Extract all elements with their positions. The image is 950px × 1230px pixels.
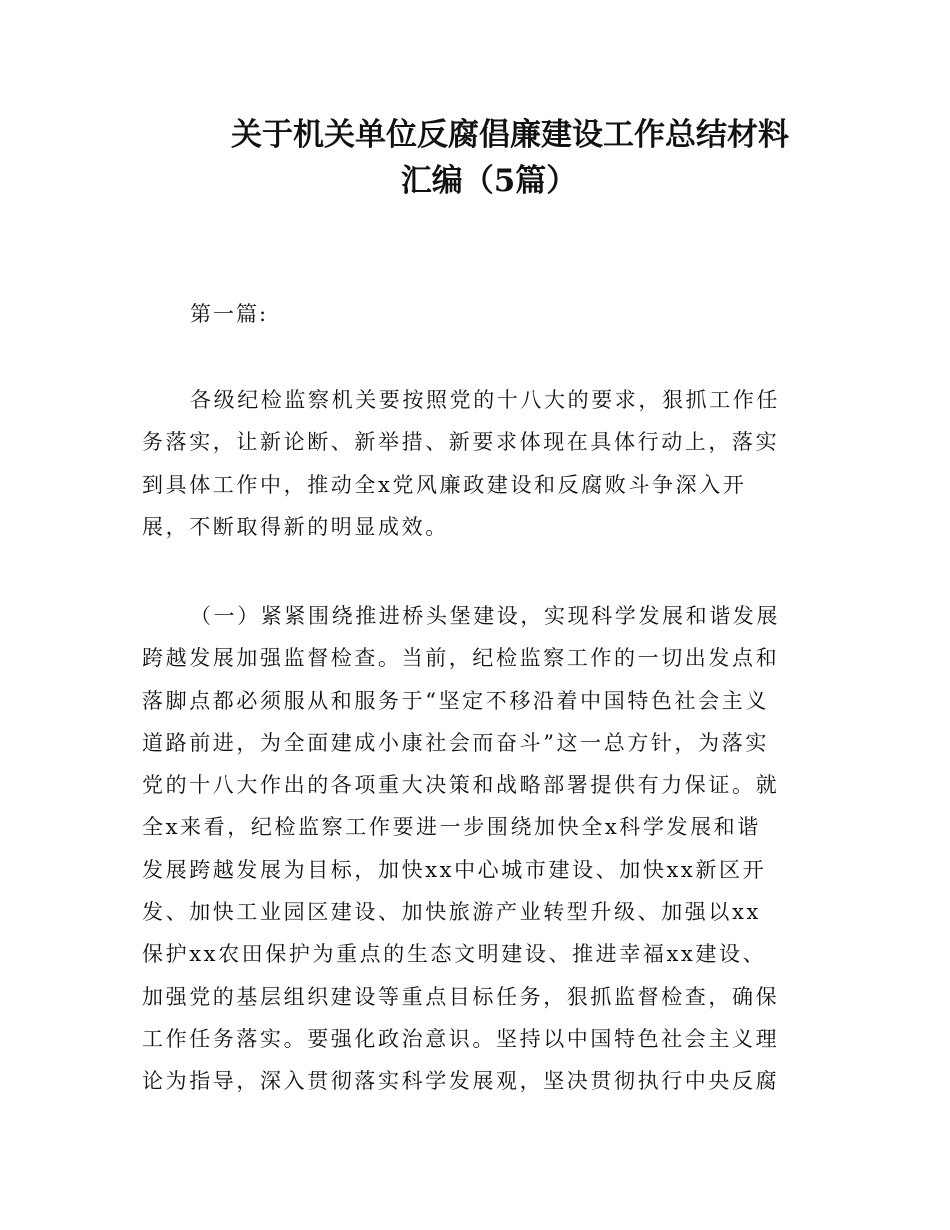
paragraph-line: （一）紧紧围绕推进桥头堡建设，实现科学发展和谐发展 bbox=[190, 604, 780, 628]
document-title bbox=[140, 112, 860, 204]
paragraph-line: 加强党的基层组织建设等重点目标任务，狠抓监督检查，确保 bbox=[142, 984, 780, 1009]
paragraph-line: 落脚点都必须服从和服务于“坚定不移沿着中国特色社会主义 bbox=[142, 688, 769, 713]
paragraph-line: 跨越发展加强监督检查。当前，纪检监察工作的一切出发点和 bbox=[142, 646, 780, 671]
paragraph-1 bbox=[142, 379, 812, 548]
paragraph-line: 党的十八大作出的各项重大决策和战略部署提供有力保证。就 bbox=[142, 773, 780, 798]
title-line-1: 关于机关单位反腐倡廉建设工作总结材料 bbox=[231, 117, 789, 153]
paragraph-line: 到具体工作中，推动全x党风廉政建设和反腐败斗争深入开 bbox=[142, 472, 747, 497]
paragraph-2 bbox=[142, 595, 812, 1103]
paragraph-line: 发展跨越发展为目标，加快xx中心城市建设、加快xx新区开 bbox=[142, 857, 767, 882]
paragraph-line: 发、加快工业园区建设、加快旅游产业转型升级、加强以xx bbox=[142, 900, 761, 925]
title-line-2: 汇编（5篇） bbox=[400, 163, 578, 199]
paragraph-line: 保护xx农田保护为重点的生态文明建设、推进幸福xx建设、 bbox=[142, 942, 767, 967]
section-heading: 第一篇: bbox=[190, 302, 269, 326]
paragraph-line: 论为指导，深入贯彻落实科学发展观，坚决贯彻执行中央反腐 bbox=[142, 1069, 780, 1094]
paragraph-line: 道路前进，为全面建成小康社会而奋斗”这一总方针，为落实 bbox=[142, 730, 769, 755]
paragraph-line: 展，不断取得新的明显成效。 bbox=[142, 514, 449, 539]
paragraph-line: 全x来看，纪检监察工作要进一步围绕加快全x科学发展和谐 bbox=[142, 815, 761, 840]
paragraph-line: 工作任务落实。要强化政治意识。坚持以中国特色社会主义理 bbox=[142, 1026, 780, 1051]
paragraph-line: 各级纪检监察机关要按照党的十八大的要求，狠抓工作任 bbox=[190, 388, 780, 412]
paragraph-line: 务落实，让新论断、新举措、新要求体现在具体行动上，落实 bbox=[142, 430, 780, 455]
